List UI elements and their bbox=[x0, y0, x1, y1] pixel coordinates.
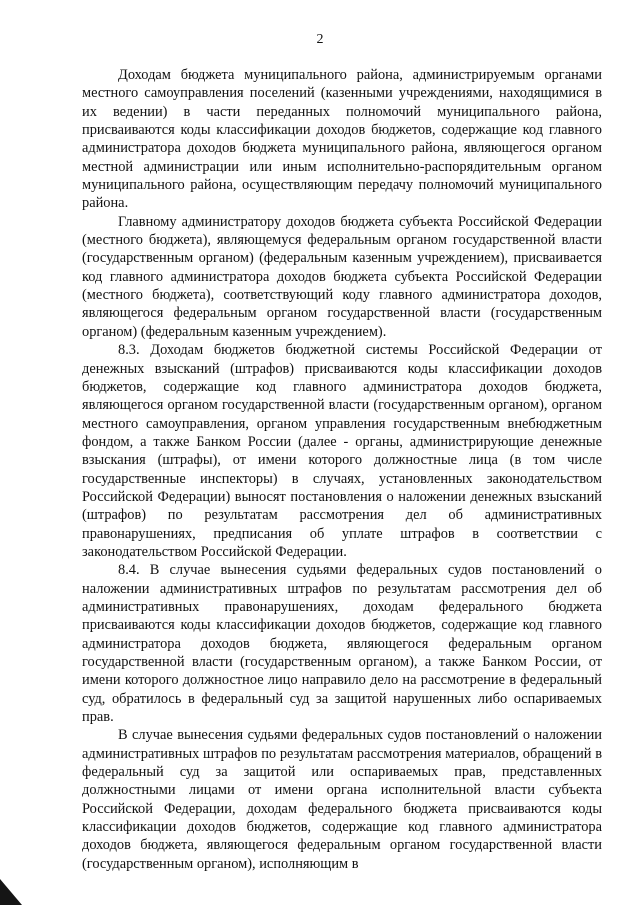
paragraph-municipal-district-revenues: Доходам бюджета муниципального района, администрируемым органами местного самоуправления поселений (казенными учреждениями, находящимися в их ведении) в части переданных полномочий муниципального района, присваиваются коды классификации доходов бюджетов, содержащие код главного администратора доходов бюджета муниципального района, являющегося органом местной администрации или иным исполнительно-распорядительным органом муниципального района, осуществляющим передачу полномочий муниципального района. bbox=[82, 67, 602, 212]
paragraph-federal-court-fines: В случае вынесения судьями федеральных судов постановлений о наложении административных штрафов по результатам рассмотрения материалов, обращений в федеральный суд за защитой или оспариваемых прав, представленных должностными лицами от имени органа исполнительной власти субъекта Российской Федерации, доходам федерального бюджета присваиваются коды классификации доходов бюджетов, содержащие код главного администратора доходов бюджета, являющегося федеральным органом государственной власти (государственным органом), исполняющим в bbox=[82, 727, 602, 872]
paragraph-section-8-3: 8.3. Доходам бюджетов бюджетной системы Российской Федерации от денежных взысканий (штрафов) присваиваются коды классификации доходов бюджетов, содержащие код главного администратора доходов бюджета, являющегося органом государственной власти (государственным органом), органом местного самоуправления, органом управления государственным внебюджетным фондом, а также Банком России (далее - органы, администрирующие денежные взыскания (штрафы), от имени которого должностные лица (в том числе государственные инспекторы) в случаях, установленных законодательством Российской Федерации) выносят постановления о наложении денежных взысканий (штрафов) по результатам рассмотрения дел об административных правонарушениях, предписания об уплате штрафов в соответствии с законодательством Российской Федерации. bbox=[82, 342, 602, 560]
paragraph-chief-administrator-code: Главному администратору доходов бюджета субъекта Российской Федерации (местного бюджета), являющемуся федеральным органом государственной власти (государственным органом) (федеральным казенным учреждением), присваивается код главного администратора доходов бюджета субъекта Российской Федерации (местного бюджета), соответствующий коду главного администратора доходов, являющегося федеральным органом государственной власти (государственным органом) (федеральным казенным учреждением). bbox=[82, 213, 602, 340]
document-body bbox=[82, 66, 602, 873]
scan-corner-mark bbox=[0, 879, 22, 905]
paragraph-section-8-4: 8.4. В случае вынесения судьями федеральных судов постановлений о наложении административных штрафов по результатам рассмотрения дел об административных правонарушениях, доходам федерального бюджета присваиваются коды классификации доходов бюджетов, содержащие код главного администратора доходов бюджета, являющегося федеральным органом государственной власти (государственным органом), а также Банком России, от имени которого должностное лицо направило дело на рассмотрение в федеральный суд, обратилось в федеральный суд за защитой нарушенных либо оспариваемых прав. bbox=[82, 562, 602, 726]
page-number: 2 bbox=[316, 32, 324, 47]
